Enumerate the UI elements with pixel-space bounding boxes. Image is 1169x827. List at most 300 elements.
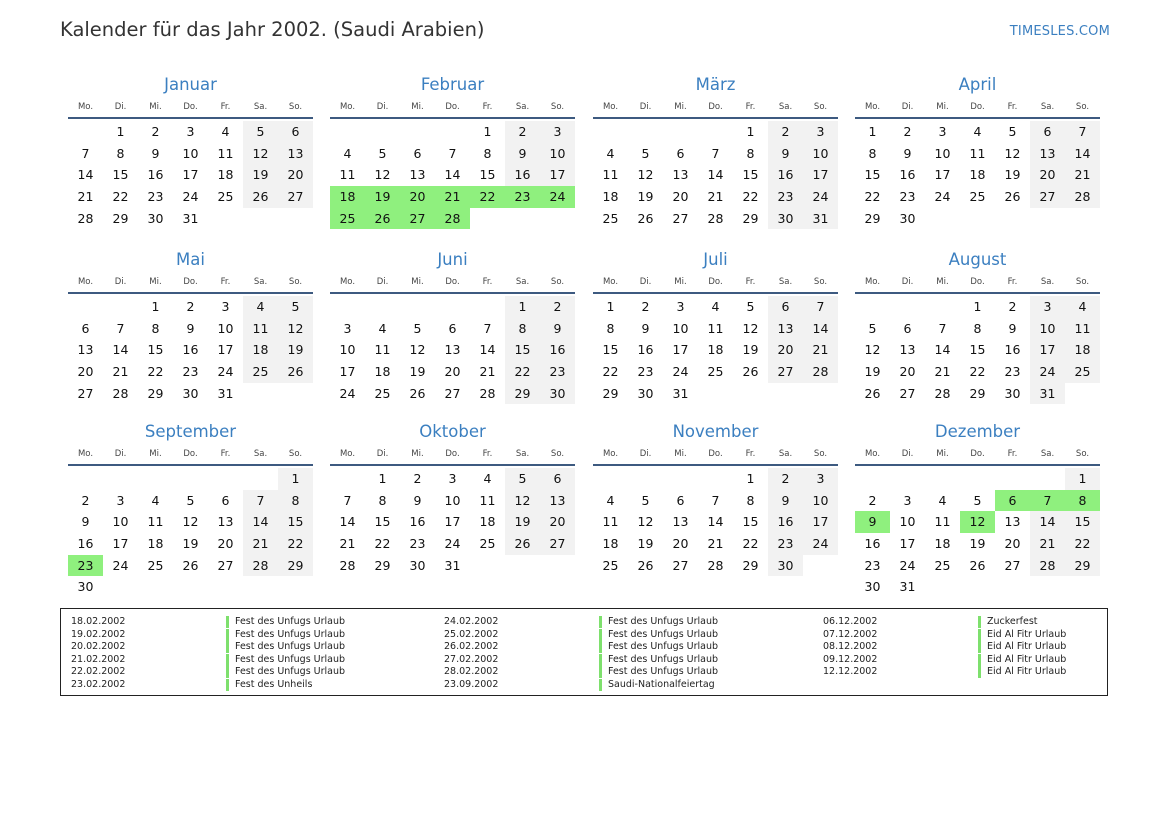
day-cell: 7 [81,145,90,161]
day-cell: 15 [112,167,129,183]
day-cell: 26 [969,557,986,573]
day-cell: 22 [602,364,619,380]
day-cell: 6 [413,145,422,161]
weekday-label: So. [550,102,565,112]
holiday-name: Fest des Unfugs Urlaub [599,616,718,628]
day-cell: 6 [903,320,912,336]
month-name: September [144,422,237,441]
day-cell: 11 [707,320,724,336]
day-cell: 4 [938,492,947,508]
day-cell: 30 [540,383,575,405]
weekday-label: Mo. [602,277,619,287]
day-cell: 26 [864,385,881,401]
holiday-name: Fest des Unfugs Urlaub [599,641,718,653]
day-cell: 5 [641,492,650,508]
day-cell: 17 [339,364,356,380]
day-cell: 2 [768,121,803,143]
day-cell: 12 [864,342,881,358]
day-cell: 3 [938,124,947,139]
day-cell: 29 [278,555,313,577]
weekday-label: Mo. [602,449,619,459]
empty-cell [628,468,663,490]
day-cell: 23 [768,533,803,555]
day-cell: 17 [182,167,199,183]
weekday-label: So. [288,277,303,287]
day-cell: 31 [182,210,199,226]
month-name: Dezember [934,422,1021,441]
day-cell: 10 [803,143,838,165]
day-cell: 24 [112,557,129,573]
weekday-label: Fr. [745,449,756,459]
weekday-label: Fr. [220,277,231,287]
weekday-label: Do. [970,277,985,287]
day-cell: 31 [1030,383,1065,405]
empty-cell [138,468,173,490]
day-grid [855,121,1100,229]
weekday-label: Di. [639,277,652,287]
day-cell: 7 [803,296,838,318]
day-cell: 24 [339,385,356,401]
day-grid [68,121,313,229]
day-cell: 10 [444,492,461,508]
holiday-name: Eid Al Fitr Urlaub [978,629,1066,641]
weekday-label: Mo. [339,449,356,459]
day-cell: 2 [151,124,160,139]
day-cell: 13 [672,514,689,530]
month-name: Juli [703,250,728,269]
day-cell: 18 [147,536,164,552]
day-cell: 2 [540,296,575,318]
empty-cell [663,468,698,490]
month-11 [593,420,838,576]
day-cell: 3 [540,121,575,143]
weekday-label: Fr. [1007,102,1018,112]
day-cell: 28 [934,385,951,401]
empty-cell [855,468,890,490]
day-cell: 26 [278,361,313,383]
month-name: Mai [176,250,205,269]
day-cell: 17 [803,511,838,533]
day-cell: 26 [637,557,654,573]
day-cell: 27 [444,385,461,401]
holiday-date: 28.02.2002 [444,666,499,678]
day-cell: 30 [864,579,881,595]
holiday-date: 22.02.2002 [71,666,126,678]
day-cell: 5 [868,320,877,336]
day-cell: 5 [1008,124,1017,139]
day-cell: 10 [803,490,838,512]
day-cell: 22 [864,189,881,205]
day-cell: 2 [1008,299,1017,314]
day-cell: 7 [938,320,947,336]
day-cell: 12 [505,490,540,512]
day-cell: 27 [768,361,803,383]
day-cell: 16 [505,164,540,186]
day-cell: 31 [803,208,838,230]
weekday-label: Di. [114,102,127,112]
day-cell: 10 [540,143,575,165]
empty-cell [698,468,733,490]
empty-cell [400,121,435,143]
day-cell: 17 [444,514,461,530]
weekday-label: Do. [445,277,460,287]
day-cell: 2 [903,124,912,139]
day-cell: 24 [444,536,461,552]
empty-cell [365,121,400,143]
month-4 [855,73,1100,229]
day-cell: 25 [374,385,391,401]
weekday-label: Fr. [745,102,756,112]
day-cell: 19 [505,511,540,533]
day-cell: 16 [768,164,803,186]
day-cell: 14 [77,167,94,183]
day-cell: 13 [768,318,803,340]
day-cell: 3 [803,468,838,490]
holiday-date: 24.02.2002 [444,616,499,627]
empty-cell [103,296,138,318]
day-cell: 11 [339,167,356,183]
month-name: Januar [164,75,217,94]
month-10 [330,420,575,576]
weekday-label: Sa. [778,277,793,287]
weekday-label: Fr. [220,102,231,112]
weekday-label: Di. [114,277,127,287]
day-cell: 2 [868,492,877,508]
weekday-label: Fr. [482,449,493,459]
weekday-label: Do. [445,449,460,459]
day-cell: 21 [707,536,724,552]
weekday-header [593,272,838,294]
weekday-label: Mo. [339,277,356,287]
day-cell: 30 [1004,385,1021,401]
day-cell: 19 [182,536,199,552]
weekday-label: Fr. [220,449,231,459]
day-cell: 24 [899,557,916,573]
day-cell: 1 [278,468,313,490]
holiday-day-cell: 28 [435,208,470,230]
page-title: Kalender für das Jahr 2002. (Saudi Arabien) [60,18,485,41]
weekday-label: Mi. [674,449,687,459]
day-cell: 22 [147,364,164,380]
holiday-date: 06.12.2002 [823,616,878,627]
day-cell: 12 [742,320,759,336]
day-cell: 19 [278,339,313,361]
day-cell: 17 [899,536,916,552]
day-cell: 16 [409,514,426,530]
day-cell: 18 [374,364,391,380]
day-cell: 4 [343,145,352,161]
empty-cell [995,468,1030,490]
day-cell: 21 [112,364,129,380]
weekday-header [330,444,575,466]
day-cell: 30 [182,385,199,401]
day-cell: 22 [112,189,129,205]
day-cell: 28 [243,555,278,577]
day-cell: 19 [1004,167,1021,183]
day-cell: 19 [409,364,426,380]
month-5 [68,248,313,404]
holiday-date: 19.02.2002 [71,628,126,640]
day-grid [330,468,575,576]
day-cell: 14 [243,511,278,533]
day-cell: 11 [243,318,278,340]
day-cell: 19 [969,536,986,552]
day-cell: 29 [147,385,164,401]
day-cell: 6 [676,145,685,161]
day-cell: 21 [934,364,951,380]
month-7 [593,248,838,404]
holiday-day-cell: 20 [400,186,435,208]
empty-cell [890,468,925,490]
month-9 [68,420,313,598]
weekday-header [330,97,575,119]
day-cell: 19 [637,536,654,552]
empty-cell [925,296,960,318]
day-cell: 30 [768,208,803,230]
weekday-label: So. [813,449,828,459]
holiday-name: Fest des Unfugs Urlaub [599,629,718,641]
day-cell: 11 [969,145,986,161]
weekday-label: Do. [970,449,985,459]
weekday-label: Di. [114,449,127,459]
weekday-label: Mo. [864,102,881,112]
day-cell: 28 [112,385,129,401]
holiday-date: 26.02.2002 [444,641,499,653]
day-cell: 30 [899,210,916,226]
day-cell: 7 [343,492,352,508]
day-cell: 13 [217,514,234,530]
day-cell: 21 [339,536,356,552]
day-cell: 28 [339,557,356,573]
month-12 [855,420,1100,598]
day-cell: 8 [606,320,615,336]
day-cell: 29 [1065,555,1100,577]
day-cell: 11 [602,167,619,183]
day-cell: 10 [182,145,199,161]
holiday-legend [60,608,1108,696]
holiday-name: Fest des Unfugs Urlaub [226,654,345,666]
day-cell: 29 [112,210,129,226]
holiday-date: 08.12.2002 [823,641,878,653]
day-cell: 4 [483,471,492,486]
day-cell: 11 [602,514,619,530]
day-cell: 8 [868,145,877,161]
day-cell: 3 [1030,296,1065,318]
weekday-label: Do. [708,449,723,459]
day-cell: 6 [676,492,685,508]
day-cell: 11 [934,514,951,530]
holiday-day-cell: 26 [365,208,400,230]
weekday-label: Fr. [1007,277,1018,287]
day-cell: 14 [1030,511,1065,533]
holiday-day-cell: 24 [540,186,575,208]
day-cell: 9 [505,143,540,165]
weekday-label: Sa. [778,102,793,112]
empty-cell [628,121,663,143]
day-cell: 2 [186,299,195,314]
empty-cell [330,296,365,318]
weekday-label: Mo. [339,102,356,112]
holiday-day-cell: 22 [470,186,505,208]
holiday-day-cell: 25 [330,208,365,230]
day-grid [593,296,838,404]
day-cell: 1 [483,124,492,139]
day-cell: 19 [742,342,759,358]
day-cell: 2 [641,299,650,314]
weekday-label: Mo. [602,102,619,112]
day-cell: 14 [1065,143,1100,165]
day-cell: 24 [217,364,234,380]
day-cell: 23 [1004,364,1021,380]
day-cell: 21 [707,189,724,205]
weekday-label: Mo. [864,277,881,287]
day-cell: 26 [182,557,199,573]
day-cell: 7 [448,145,457,161]
holiday-day-cell: 6 [995,490,1030,512]
day-cell: 31 [444,557,461,573]
day-cell: 9 [768,490,803,512]
weekday-label: So. [1075,449,1090,459]
day-cell: 20 [278,164,313,186]
weekday-label: Sa. [253,102,268,112]
day-cell: 13 [899,342,916,358]
day-cell: 1 [116,124,125,139]
weekday-label: So. [813,277,828,287]
day-cell: 1 [151,299,160,314]
day-cell: 4 [378,320,387,336]
day-cell: 4 [973,124,982,139]
day-cell: 8 [378,492,387,508]
day-cell: 21 [77,189,94,205]
day-cell: 3 [676,299,685,314]
day-cell: 9 [81,514,90,530]
day-cell: 11 [217,145,234,161]
day-cell: 5 [378,145,387,161]
day-cell: 23 [182,364,199,380]
day-cell: 23 [768,186,803,208]
day-cell: 17 [672,342,689,358]
weekday-header [855,272,1100,294]
day-cell: 26 [409,385,426,401]
empty-cell [1030,468,1065,490]
day-cell: 16 [864,536,881,552]
month-name: April [958,75,997,94]
day-cell: 28 [77,210,94,226]
weekday-label: So. [1075,102,1090,112]
day-cell: 20 [672,189,689,205]
holiday-day-cell: 7 [1030,490,1065,512]
weekday-label: Di. [901,102,914,112]
empty-cell [890,296,925,318]
day-cell: 25 [969,189,986,205]
weekday-label: Mi. [411,277,424,287]
day-cell: 4 [243,296,278,318]
day-cell: 28 [707,210,724,226]
day-cell: 13 [444,342,461,358]
day-cell: 13 [278,143,313,165]
day-cell: 13 [1030,143,1065,165]
holiday-day-cell: 19 [365,186,400,208]
day-cell: 18 [969,167,986,183]
day-cell: 6 [221,492,230,508]
day-cell: 15 [864,167,881,183]
day-cell: 15 [1065,511,1100,533]
holiday-date: 23.02.2002 [71,678,126,690]
holiday-day-cell: 23 [505,186,540,208]
weekday-label: Mi. [936,449,949,459]
day-cell: 15 [505,339,540,361]
day-cell: 27 [217,557,234,573]
day-cell: 9 [768,143,803,165]
empty-cell [330,121,365,143]
day-grid [330,121,575,229]
day-cell: 28 [479,385,496,401]
day-cell: 14 [444,167,461,183]
day-cell: 10 [934,145,951,161]
day-cell: 24 [934,189,951,205]
day-cell: 15 [742,167,759,183]
day-cell: 31 [217,385,234,401]
day-cell: 9 [1008,320,1017,336]
weekday-header [593,444,838,466]
day-cell: 25 [707,364,724,380]
day-cell: 3 [803,121,838,143]
day-cell: 15 [374,514,391,530]
day-cell: 26 [1004,189,1021,205]
day-cell: 30 [637,385,654,401]
day-cell: 2 [413,471,422,486]
day-cell: 8 [116,145,125,161]
day-cell: 16 [77,536,94,552]
weekday-label: Di. [376,277,389,287]
weekday-label: Di. [376,102,389,112]
weekday-label: Mi. [411,102,424,112]
day-cell: 12 [409,342,426,358]
month-name: Juni [437,250,468,269]
day-cell: 18 [217,167,234,183]
weekday-label: Mi. [674,102,687,112]
day-grid [593,121,838,229]
day-cell: 4 [151,492,160,508]
day-cell: 20 [77,364,94,380]
day-cell: 12 [1004,145,1021,161]
day-cell: 27 [77,385,94,401]
weekday-label: Do. [183,449,198,459]
empty-cell [103,468,138,490]
day-cell: 18 [479,514,496,530]
day-cell: 15 [602,342,619,358]
day-cell: 5 [278,296,313,318]
day-cell: 16 [899,167,916,183]
empty-cell [68,296,103,318]
day-cell: 5 [243,121,278,143]
site-link[interactable]: TIMESLES.COM [1009,24,1110,39]
day-cell: 25 [217,189,234,205]
day-cell: 20 [1004,536,1021,552]
weekday-label: Sa. [1040,277,1055,287]
day-cell: 27 [672,557,689,573]
day-cell: 20 [768,339,803,361]
day-cell: 11 [479,492,496,508]
day-cell: 21 [243,533,278,555]
weekday-label: Do. [708,102,723,112]
day-cell: 13 [1004,514,1021,530]
month-name: August [948,250,1007,269]
month-name: Oktober [419,422,486,441]
day-cell: 28 [1065,186,1100,208]
day-cell: 23 [899,189,916,205]
day-cell: 13 [409,167,426,183]
